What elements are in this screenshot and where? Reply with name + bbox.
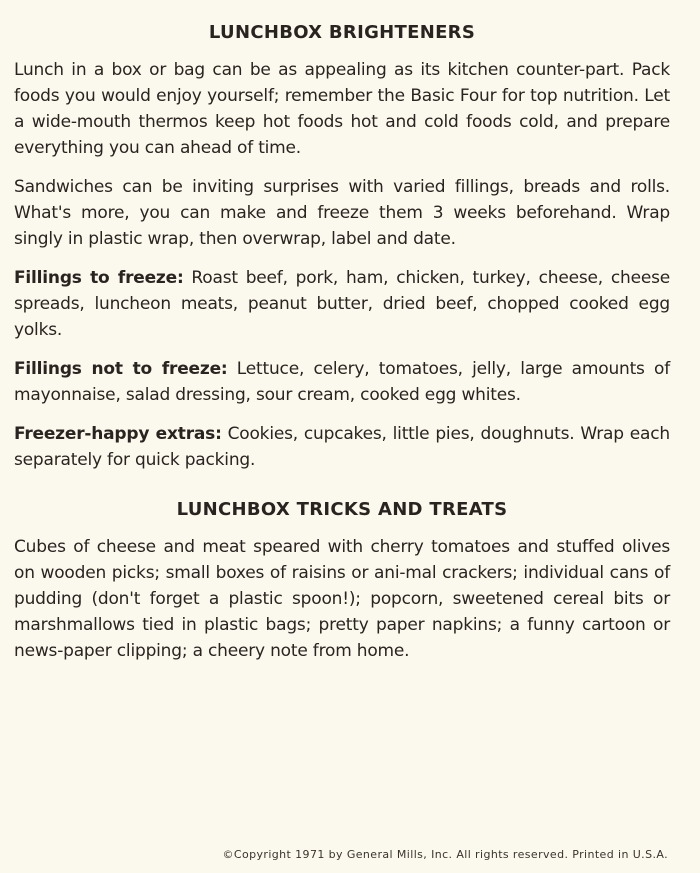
fillings-not-to-freeze-label: Fillings not to freeze: [14,359,228,379]
fillings-to-freeze-label: Fillings to freeze: [14,268,184,288]
copyright-notice: ©Copyright 1971 by General Mills, Inc. All rights reserved. Printed in U.S.A. [222,848,668,861]
heading-tricks-and-treats: LUNCHBOX TRICKS AND TREATS [176,499,508,520]
freezer-happy-extras-text: Cookies, cupcakes, little pies, doughnuts. Wrap each separately for quick packing. [14,424,670,470]
freezer-happy-extras-paragraph [14,421,670,473]
sandwiches-paragraph: Sandwiches can be inviting surprises with varied fillings, breads and rolls. What's more, you can make and freeze them 3 weeks beforehand. Wrap singly in plastic wrap, then overwrap, label and date. [14,177,670,249]
fillings-not-to-freeze-paragraph [14,356,670,408]
tricks-and-treats-paragraph: Cubes of cheese and meat speared with cherry tomatoes and stuffed olives on wooden picks; small boxes of raisins or ani-mal crackers; individual cans of pudding (don't forget a plastic spoon!); popcorn, sweetened cereal bits or marshmallows tied in plastic bags; pretty paper napkins; a funny cartoon or news-paper clipping; a cheery note from home. [14,537,670,661]
card-content [14,22,670,677]
fillings-to-freeze-text: Roast beef, pork, ham, chicken, turkey, cheese, cheese spreads, luncheon meats, peanut butter, dried beef, chopped cooked egg yolks. [14,268,670,340]
fillings-not-to-freeze-text: Lettuce, celery, tomatoes, jelly, large amounts of mayonnaise, salad dressing, sour cream, cooked egg whites. [14,359,670,405]
fillings-to-freeze-paragraph [14,265,670,343]
heading-lunchbox-brighteners: LUNCHBOX BRIGHTENERS [208,22,476,43]
freezer-happy-extras-label: Freezer-happy extras: [14,424,222,444]
intro-paragraph: Lunch in a box or bag can be as appealing as its kitchen counter-part. Pack foods you would enjoy yourself; remember the Basic Four for top nutrition. Let a wide-mouth thermos keep hot foods hot and cold foods cold, and prepare everything you can ahead of time. [14,60,670,158]
